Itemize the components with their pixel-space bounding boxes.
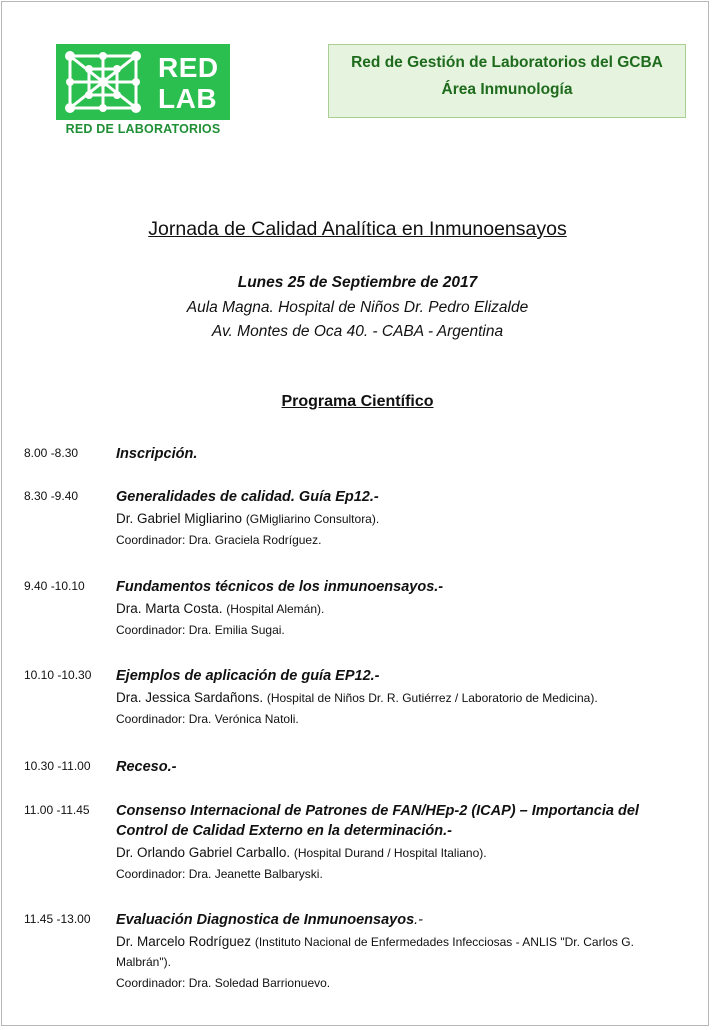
speaker-affiliation: (GMigliarino Consultora). <box>245 512 380 526</box>
slot-coordinator: Coordinador: Dra. Jeanette Balbaryski. <box>116 867 323 881</box>
slot-coordinator: Coordinador: Dra. Emilia Sugai. <box>116 623 285 637</box>
speaker-name: Dra. Jessica Sardañons. <box>116 690 264 705</box>
redlab-logo <box>56 44 230 120</box>
slot-title: Receso.- <box>116 759 177 775</box>
speaker-affiliation: (Hospital de Niños Dr. R. Gutiérrez / Laboratorio de Medicina). <box>266 691 598 705</box>
slot-coordinator: Coordinador: Dra. Soledad Barrionuevo. <box>116 976 331 990</box>
logo-word-lab: LAB <box>158 83 218 114</box>
slot-time: 10.30 -11.00 <box>24 759 91 773</box>
speaker-affiliation: (Hospital Durand / Hospital Italiano). <box>293 846 487 860</box>
speaker-affiliation: (Instituto Nacional de Enfermedades Infecciosas - ANLIS "Dr. Carlos G. Malbrán"). <box>116 935 634 969</box>
slot-title <box>116 910 686 930</box>
event-date: Lunes 25 de Septiembre de 2017 <box>237 274 478 291</box>
slot-time: 8.30 -9.40 <box>24 489 79 503</box>
logo-subtitle: RED DE LABORATORIOS <box>65 122 221 136</box>
header-area-name: Área Inmunología <box>441 81 573 98</box>
slot-title-suffix: .- <box>414 912 423 928</box>
speaker-name: Dr. Gabriel Migliarino <box>116 511 243 526</box>
slot-time: 10.10 -10.30 <box>24 668 92 682</box>
document-title: Jornada de Calidad Analítica en Inmunoensayos <box>148 218 567 240</box>
program-title: Programa Científico <box>281 393 434 410</box>
event-address: Av. Montes de Oca 40. - CABA - Argentina <box>211 323 504 340</box>
slot-title: Inscripción. <box>116 446 198 462</box>
slot-speaker <box>116 688 686 708</box>
speaker-name: Dr. Marcelo Rodríguez <box>116 934 252 949</box>
slot-speaker <box>116 509 686 529</box>
slot-coordinator: Coordinador: Dra. Verónica Natoli. <box>116 712 299 726</box>
slot-title: Consenso Internacional de Patrones de FAN/HEp-2 (ICAP) – Importancia del Control de Calidad Externo en la determinación.- <box>116 803 639 839</box>
header-box <box>328 44 686 118</box>
event-venue: Aula Magna. Hospital de Niños Dr. Pedro Elizalde <box>186 299 529 316</box>
logo-word-red: RED <box>158 52 219 83</box>
header-network-name: Red de Gestión de Laboratorios del GCBA <box>351 54 663 71</box>
speaker-name: Dr. Orlando Gabriel Carballo. <box>116 845 291 860</box>
slot-title: Generalidades de calidad. Guía Ep12.- <box>116 489 379 505</box>
slot-coordinator: Coordinador: Dra. Graciela Rodríguez. <box>116 533 322 547</box>
slot-time: 11.00 -11.45 <box>24 803 90 817</box>
slot-speaker <box>116 843 686 863</box>
slot-speaker <box>116 932 686 972</box>
speaker-name: Dra. Marta Costa. <box>116 601 223 616</box>
network-grid-icon <box>62 48 144 116</box>
slot-title-text: Evaluación Diagnostica de Inmunoensayos <box>116 912 415 928</box>
slot-title: Fundamentos técnicos de los inmunoensayos.- <box>116 579 444 595</box>
slot-time: 8.00 -8.30 <box>24 446 79 460</box>
slot-title: Ejemplos de aplicación de guía EP12.- <box>116 668 380 684</box>
slot-time: 9.40 -10.10 <box>24 579 85 593</box>
slot-time: 11.45 -13.00 <box>24 912 91 926</box>
speaker-affiliation: (Hospital Alemán). <box>226 602 325 616</box>
slot-speaker <box>116 599 686 619</box>
